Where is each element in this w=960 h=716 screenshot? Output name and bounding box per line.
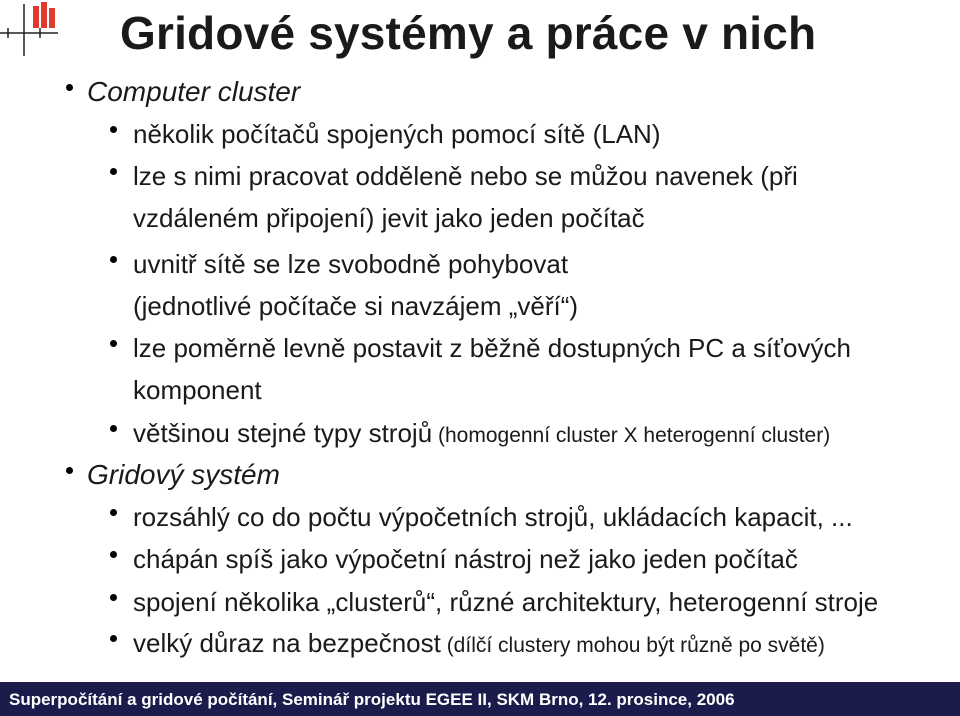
bullet-dot-icon [110, 635, 117, 642]
bullet-dot-icon [110, 126, 117, 133]
list-item-text: lze poměrně levně postavit z běžně dostupných PC a síťových [133, 333, 851, 363]
heading-text: Computer cluster [87, 76, 301, 107]
list-item-text: většinou stejné typy strojů [133, 418, 433, 448]
list-item-note: (dílčí clustery mohou být různě po světě) [440, 634, 825, 657]
bullet-dot-icon [110, 594, 117, 601]
list-item-text: několik počítačů spojených pomocí sítě (LAN) [133, 119, 661, 149]
bullet-dot-icon [66, 467, 73, 474]
bullet-dot-icon [66, 84, 73, 91]
list-item-note: (homogenní cluster X heterogenní cluster) [432, 424, 831, 447]
list-item-continuation: (jednotlivé počítače si navzájem „věří“) [133, 291, 579, 321]
list-item-text: lze s nimi pracovat odděleně nebo se můžou navenek (při [133, 161, 798, 191]
bullet-dot-icon [110, 340, 117, 347]
bullet-dot-icon [110, 425, 117, 432]
list-item-text: velký důraz na bezpečnost [133, 628, 441, 658]
bullet-dot-icon [110, 509, 117, 516]
list-item-continuation: komponent [133, 375, 262, 405]
slide-title: Gridové systémy a práce v nich [120, 7, 817, 59]
bullet-dot-icon [110, 168, 117, 175]
bullet-dot-icon [110, 256, 117, 263]
list-item-text: uvnitř sítě se lze svobodně pohybovat [133, 249, 569, 279]
footer-bar [0, 682, 960, 716]
heading-text: Gridový systém [87, 459, 280, 490]
bullet-dot-icon [110, 551, 117, 558]
list-item-text: chápán spíš jako výpočetní nástroj než jako jeden počítač [133, 544, 798, 574]
red-grid-cross-logo [0, 0, 70, 60]
list-item-text: spojení několika „clusterů“, různé architektury, heterogenní stroje [133, 587, 879, 617]
list-item-continuation: vzdáleném připojení) jevit jako jeden počítač [133, 203, 645, 233]
footer-text: Superpočítání a gridové počítání, Seminář projektu EGEE II, SKM Brno, 12. prosince, 2006 [9, 690, 735, 709]
list-item-text: rozsáhlý co do počtu výpočetních strojů, ukládacích kapacit, ... [133, 502, 853, 532]
